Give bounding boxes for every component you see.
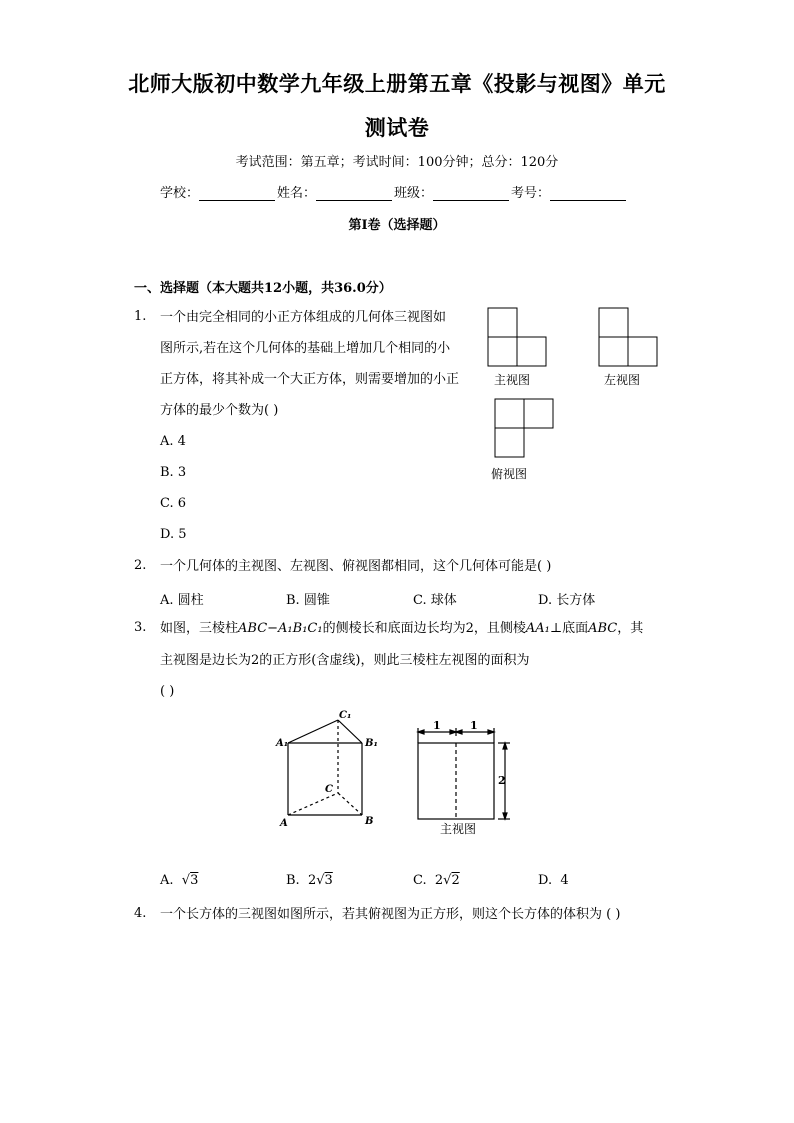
q1-line: 图所示,若在这个几何体的基础上增加几个相同的小	[160, 341, 451, 356]
q1-line: 正方体，将其补成一个大正方体，则需要增加的小正	[160, 372, 460, 387]
q3-stem-line1	[160, 613, 643, 644]
prism-drawing	[288, 720, 510, 819]
left-view-cell	[628, 337, 657, 366]
q2-number: 2.	[134, 558, 147, 573]
page-title-line1: 北师大版初中数学九年级上册第五章《投影与视图》单元	[128, 71, 666, 96]
front-view-cell	[517, 337, 546, 366]
q1-stem	[160, 302, 485, 550]
q3-text: 主视图是边长为	[160, 653, 252, 668]
q2-option-b[interactable]: B. 圆锥	[286, 593, 330, 608]
option-coefficient: 2	[307, 873, 317, 888]
q2-option-c[interactable]: C. 球体	[413, 593, 457, 608]
q1-line: 一个由完全相同的小正方体组成的几何体三视图如	[160, 310, 447, 325]
q3-caption-front-view: 主视图	[440, 822, 477, 836]
q3-text: ⊥底面	[549, 621, 589, 636]
option-letter: D.	[538, 873, 553, 888]
option-radicand: 2	[451, 873, 460, 888]
q1-line: 方体的最少个数为( )	[160, 403, 279, 418]
dimension-label-height: 2	[498, 774, 506, 787]
class-blank[interactable]	[433, 186, 509, 201]
left-view-cell	[599, 337, 628, 366]
sqrt-symbol: √	[443, 873, 452, 888]
top-view-cell	[524, 399, 553, 428]
section-heading: 一、选择题（本大题共12小题，共36.0分）	[134, 281, 392, 296]
q3-text: 的侧棱长和底面边长均为	[322, 621, 466, 636]
field-label-school: 学校：	[160, 186, 200, 201]
q3-math-base: ABC	[588, 621, 618, 636]
name-blank[interactable]	[316, 186, 392, 201]
q1-three-views-figure	[480, 300, 680, 490]
part-title: 第I卷（选择题）	[348, 218, 446, 233]
label-a: A	[280, 818, 288, 829]
q3-text: 的正方形(含虚线)，则此三棱柱左视图的面积为	[259, 653, 530, 668]
field-label-name: 姓名：	[277, 186, 317, 201]
q1-option-b[interactable]: B. 3	[160, 465, 187, 480]
option-coefficient: 2	[434, 873, 444, 888]
q3-stem-line2	[160, 645, 529, 676]
label-a1: A₁	[276, 738, 289, 749]
sqrt-symbol: √	[316, 873, 325, 888]
exam-number-blank[interactable]	[550, 186, 626, 201]
q4-number: 4.	[134, 906, 147, 921]
option-coefficient: 4	[560, 873, 569, 888]
q2-option-d[interactable]: D. 长方体	[538, 593, 596, 608]
field-label-class: 班级：	[394, 186, 434, 201]
q3-text: ，且侧棱	[473, 621, 526, 636]
q3-option-a[interactable]	[160, 873, 198, 888]
q3-math-prism: ABC−A₁B₁C₁	[238, 621, 323, 636]
q4-stem: 一个长方体的三视图如图所示，若其俯视图为正方形，则这个长方体的体积为 ( )	[160, 907, 621, 922]
option-letter: A.	[160, 873, 174, 888]
q3-math-two: 2	[465, 621, 474, 636]
top-view-cell	[495, 399, 524, 428]
label-c1: C₁	[339, 710, 352, 721]
student-info-fields	[160, 182, 628, 201]
q3-option-d[interactable]	[538, 873, 569, 888]
page-title-line2: 测试卷	[364, 115, 430, 140]
option-radicand: 3	[324, 873, 333, 888]
dimension-label-left: 1	[433, 719, 441, 732]
q1-option-a[interactable]: A. 4	[160, 434, 186, 449]
left-view-cell	[599, 308, 628, 337]
label-b: B	[365, 816, 374, 827]
caption-left-view: 左视图	[604, 373, 641, 387]
option-letter: C.	[413, 873, 427, 888]
field-label-exam-number: 考号：	[511, 186, 551, 201]
q3-math-edge: AA₁	[525, 621, 550, 636]
q2-stem: 一个几何体的主视图、左视图、俯视图都相同，这个几何体可能是( )	[160, 559, 552, 574]
q1-number: 1.	[134, 309, 147, 324]
front-view-cell	[488, 308, 517, 337]
q2-option-a[interactable]: A. 圆柱	[160, 593, 204, 608]
q3-option-c[interactable]	[413, 873, 460, 888]
label-b1: B₁	[365, 738, 378, 749]
option-radicand: 3	[190, 873, 199, 888]
q1-option-c[interactable]: C. 6	[160, 496, 187, 511]
q3-number: 3.	[134, 620, 147, 635]
label-c: C	[325, 784, 333, 795]
q3-prism-figure	[270, 700, 530, 840]
caption-front-view: 主视图	[494, 373, 531, 387]
q3-text: ，其	[617, 621, 644, 636]
q3-stem-line3: ( )	[160, 684, 175, 699]
q3-text: 如图，三棱柱	[160, 621, 239, 636]
q1-option-d[interactable]: D. 5	[160, 527, 187, 542]
front-view-cell	[488, 337, 517, 366]
q3-option-b[interactable]	[286, 873, 333, 888]
caption-top-view: 俯视图	[491, 467, 528, 481]
school-blank[interactable]	[199, 186, 275, 201]
dimension-label-right: 1	[470, 719, 478, 732]
q3-math-two: 2	[251, 653, 260, 668]
option-letter: B.	[286, 873, 300, 888]
top-view-cell	[495, 428, 524, 457]
exam-info: 考试范围：第五章；考试时间：100分钟；总分：120分	[235, 155, 559, 170]
sqrt-symbol: √	[181, 873, 191, 888]
